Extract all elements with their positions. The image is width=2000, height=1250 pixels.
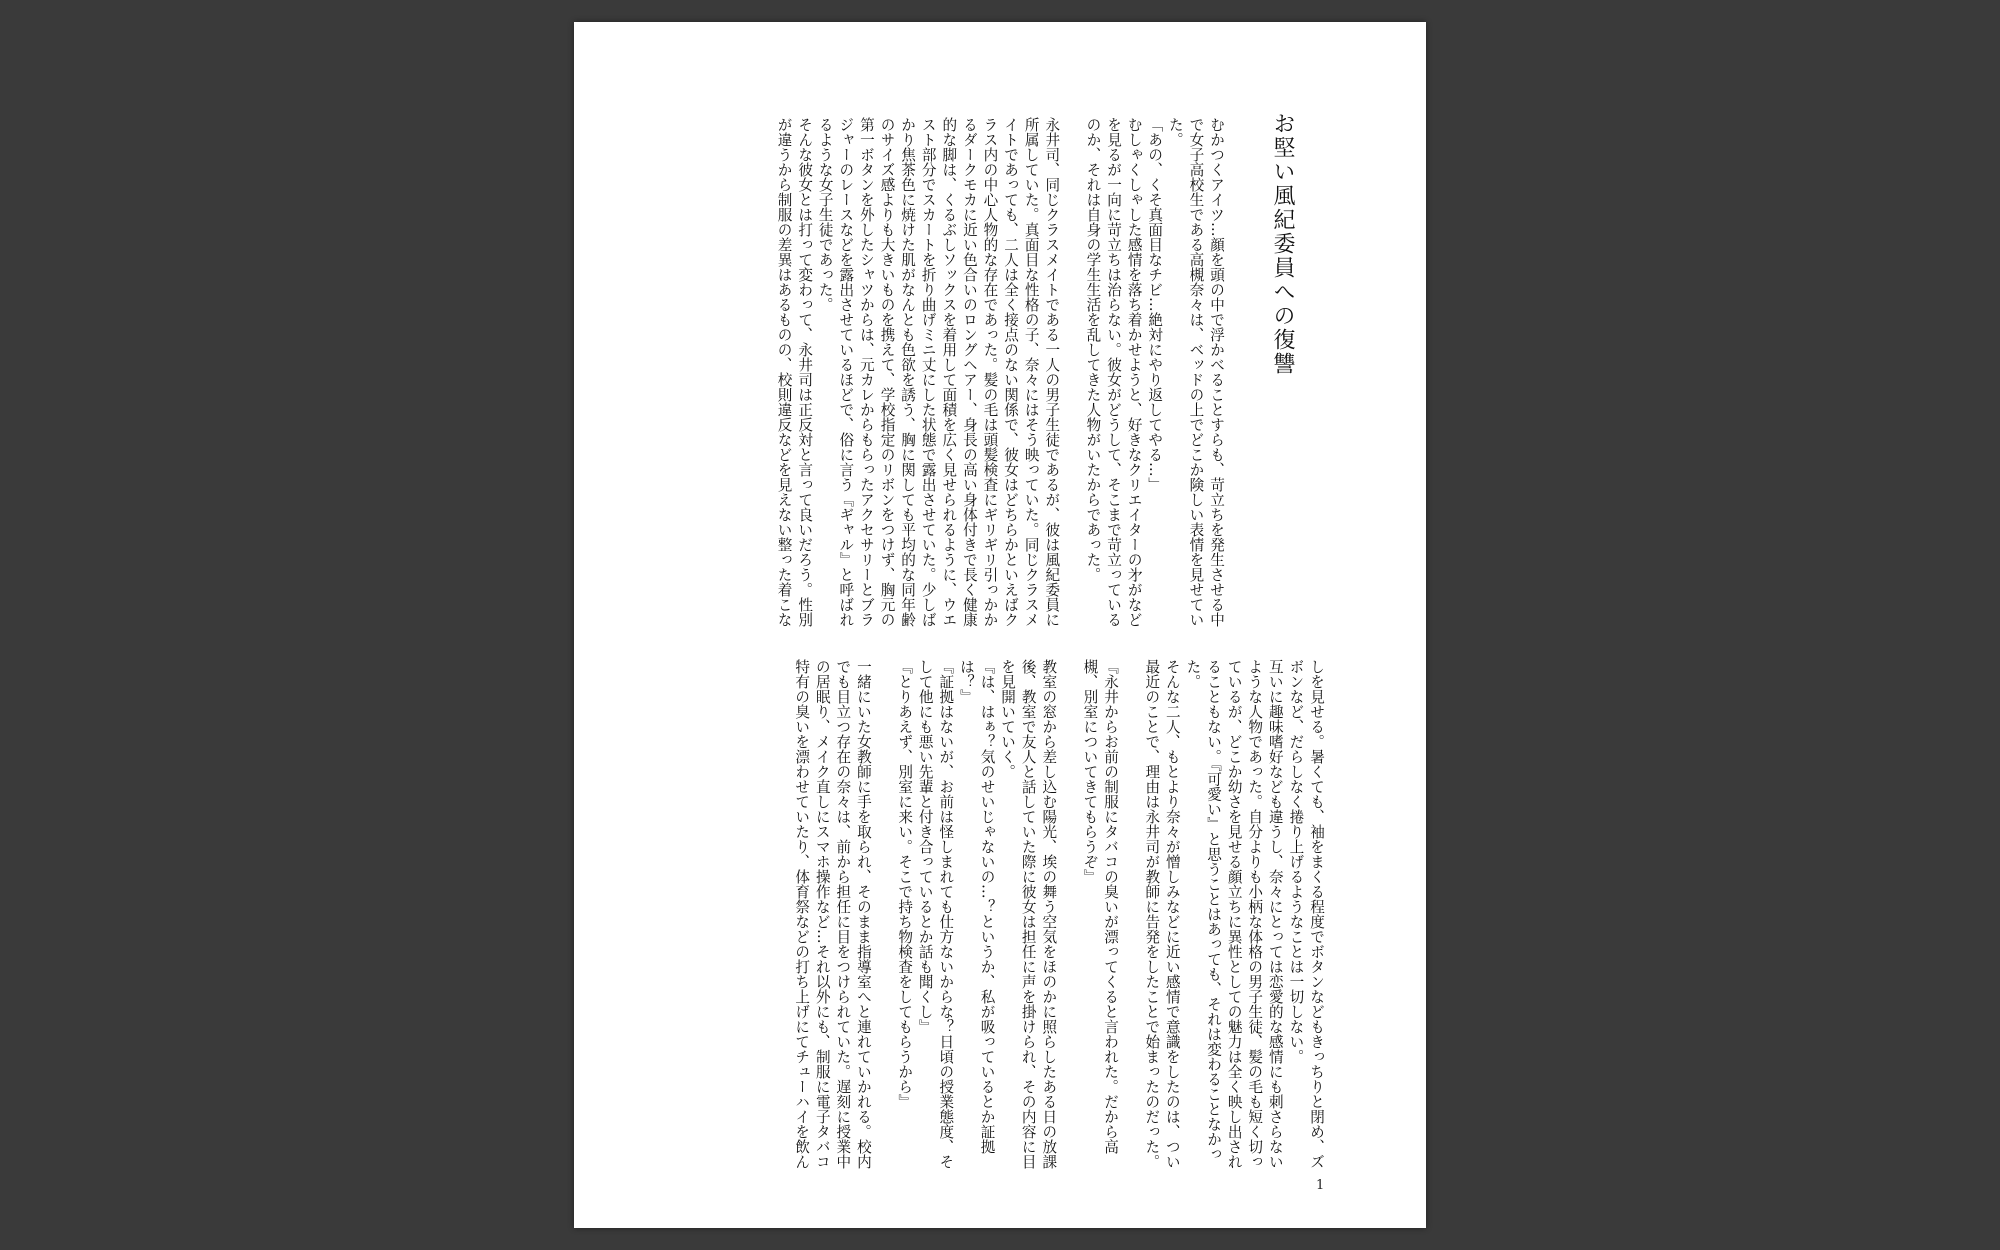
top-text-block: [773, 117, 1226, 627]
text-line: 第一ボタンを外したシャツからは、元カレからもらったアクセサリーとブラ: [857, 117, 875, 627]
document-page: [574, 22, 1426, 1228]
text-line: 的な脚は、くるぶしソックスを着用して面積を広く見せられるように、ウエ: [940, 117, 958, 627]
text-line: ボンなど、だらしなく捲り上げるようなことは一切しない。: [1287, 659, 1305, 1064]
bottom-text-block: [791, 659, 1326, 1169]
text-line: 一緒にいた女教師に手を取られ、そのまま指導室へと連れていかれる。校内: [854, 659, 872, 1169]
text-line: [1120, 659, 1141, 1159]
text-line: を見開いていく。: [999, 659, 1017, 779]
text-line: 互いに趣味嗜好なども違うし、奈々にとっては恋愛的な感情にも刺さらない: [1266, 659, 1284, 1169]
text-line: 「あの、くそ真面目なチビ…絶対にやり返してやる…」: [1146, 117, 1164, 492]
text-line: るような女子生徒であった。: [816, 117, 834, 312]
text-line: 教室の窓から差し込む陽光、埃の舞う空気をほのかに照らしたある日の放課: [1040, 659, 1058, 1169]
text-line: 『永井からお前の制服にタバコの臭いが漂ってくると言われた。だから高: [1102, 659, 1120, 1154]
text-line: 『とりあえず、別室に来い。そこで持ち物検査をしてもらうから』: [896, 659, 914, 1109]
text-line: 特有の臭いを漂わせていたり、体育祭などの打ち上げにてチューハイを飲ん: [793, 659, 811, 1169]
text-line: ているが、どこか幼さを見せる顔立ちに異性としての魅力は全く映し出され: [1225, 659, 1243, 1169]
text-line: るダークモカに近い色合いのロングヘアー、身長の高い身体付きで長く健康: [960, 117, 978, 627]
text-line: スト部分でスカートを折り曲げミニ丈にした状態で露出させていた。少しば: [919, 117, 937, 627]
text-line: ることもない。『可愛い』と思うことはあっても、それは変わることなかっ: [1205, 659, 1223, 1162]
text-line: た。: [1166, 117, 1184, 147]
text-line: 永井司、同じクラスメイトである一人の男子生徒であるが、彼は風紀委員に: [1043, 117, 1061, 627]
text-line: むしゃくしゃした感情を落ち着かせようと、好きなクリエイターの㐧がなど: [1125, 117, 1143, 627]
text-line: そんな彼女とは打って変わって、永井司は正反対と言って良いだろう。性別: [796, 117, 814, 627]
text-line: た。: [1184, 659, 1202, 689]
text-line: ラス内の中心人物的な存在であった。髪の毛は頭髪検査にギリギリ引っかか: [981, 117, 999, 627]
text-line: の居眠り、メイク直しにスマホ操作など…それ以外にも、制服に電子タバコ: [813, 659, 831, 1169]
text-line: むかつくアイツ…顔を頭の中で浮かべることすらも、苛立ちを発生させる中: [1208, 117, 1225, 627]
text-line: が違うから制服の差異はあるものの、校則違反などを見えない整った着こな: [775, 117, 793, 627]
text-line: して他にも悪い先輩と付き合っているとか話も聞くし』: [916, 659, 934, 1034]
text-line: ような人物であった。自分よりも小柄な体格の男子生徒、髪の毛も短く切っ: [1246, 659, 1264, 1169]
text-line: 『は、はぁ？気のせいじゃないの…？というか、私が吸っているとか証拠: [978, 659, 996, 1154]
text-line: 所属していた。真面目な性格の子、奈々にはそう映っていた。同じクラスメ: [1022, 117, 1040, 627]
text-line: 槻、別室についてきてもらうぞ』: [1081, 659, 1099, 884]
text-line: そんな二人、もとより奈々が憎しみなどに近い感情で意識をしたのは、つい: [1163, 659, 1181, 1169]
text-line: [1061, 117, 1082, 607]
text-line: 最近のことで、理由は永井司が教師に告発をしたことで始まったのだった。: [1143, 659, 1161, 1169]
text-line: ジャーのレースなどを露出させているほどで、俗に言う『ギャル』と呼ばれ: [837, 117, 855, 627]
text-line: で女子高校生である高槻奈々は、ベッドの上でどこか険しい表情を見せてい: [1187, 117, 1205, 627]
text-line: かり焦茶色に焼けた肌がなんとも色欲を誘う、胸に関しても平均的な同年齢: [899, 117, 917, 627]
page-title: お堅い風紀委員への復讐: [1270, 112, 1295, 376]
text-line: を見るが一向に苛立ちは治らない。彼女がどうして、そこまで苛立っている: [1105, 117, 1123, 627]
text-line: [1058, 659, 1079, 1159]
text-line: 後、教室で友人と話していた際に彼女は担任に声を掛けられ、その内容に目: [1019, 659, 1037, 1169]
page-number: 1: [1316, 1178, 1325, 1193]
text-line: は？』: [957, 659, 975, 704]
text-line: しを見せる。暑くても、袖をまくる程度でボタンなどもきっちりと閉め、ズ: [1308, 659, 1325, 1169]
text-line: イトであっても、二人は全く接点のない関係で、彼女はどちらかといえばク: [1002, 117, 1020, 627]
text-line: でも目立つ存在の奈々は、前から担任に目をつけられていた。遅刻に授業中: [834, 659, 852, 1169]
text-line: のサイズ感よりも大きいものを携えて、学校指定のリボンをつけず、胸元の: [878, 117, 896, 627]
text-line: 『証拠はないが、お前は怪しまれても仕方ないからな？日頃の授業態度、そ: [937, 659, 955, 1169]
text-line: [873, 659, 894, 1159]
text-line: のか、それは自身の学生生活を乱してきた人物がいたからであった。: [1084, 117, 1102, 582]
